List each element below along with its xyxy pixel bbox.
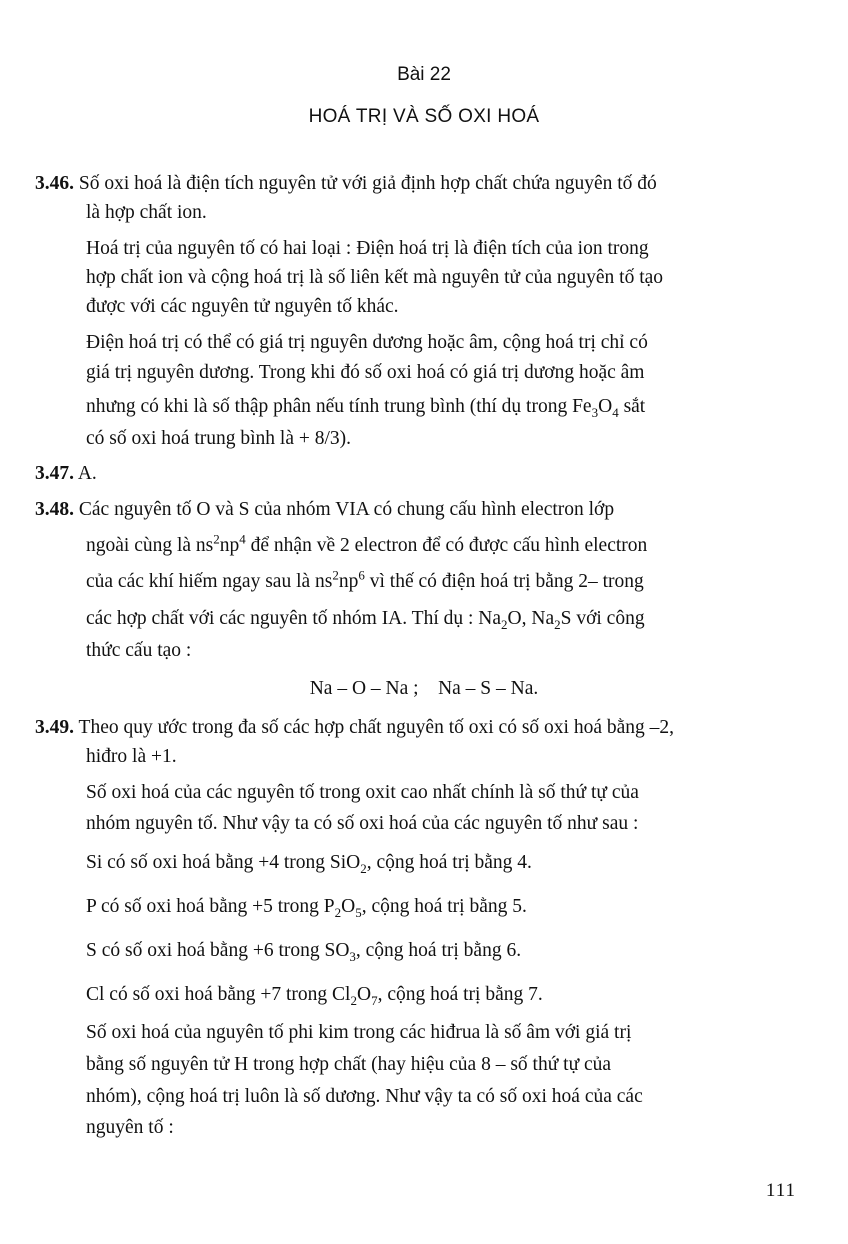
paragraph-line — [86, 607, 645, 631]
paragraph-line: nguyên tố : — [86, 1117, 174, 1138]
text-run: các hợp chất với các nguyên tố nhóm IA. Thí dụ : Na — [86, 608, 502, 629]
text-run: , cộng hoá trị bằng 5. — [361, 896, 527, 917]
paragraph-line: nhóm), cộng hoá trị luôn là số dương. Như vậy ta có số oxi hoá của các — [86, 1086, 643, 1107]
paragraph-line: thức cấu tạo : — [86, 640, 192, 661]
text-run: O — [356, 984, 372, 1005]
text-run: S có số oxi hoá bằng +6 trong SO — [86, 940, 350, 961]
text-run: để nhận về 2 electron để có được cấu hình electron — [245, 535, 648, 556]
question-number: 3.49. — [35, 717, 74, 738]
text-run: Si có số oxi hoá bằng +4 trong SiO — [86, 852, 361, 873]
subscript: 2 — [501, 616, 508, 632]
text-run: , cộng hoá trị bằng 4. — [366, 852, 532, 873]
paragraph-line: hợp chất ion và cộng hoá trị là số liên kết mà nguyên tử của nguyên tố tạo — [86, 267, 664, 288]
paragraph-line: là hợp chất ion. — [86, 202, 207, 223]
paragraph-line — [86, 983, 543, 1007]
paragraph-line: Số oxi hoá của các nguyên tố trong oxit cao nhất chính là số thứ tự của — [86, 782, 639, 803]
text-run: S với công — [560, 608, 645, 629]
question-number: 3.48. — [35, 499, 74, 520]
paragraph-line — [35, 462, 97, 486]
answer-text: A. — [77, 463, 97, 484]
paragraph-line — [86, 567, 644, 594]
lesson-title: HOÁ TRỊ VÀ SỐ OXI HOÁ — [308, 106, 540, 127]
text-run: np — [338, 571, 359, 592]
text-run: Cl có số oxi hoá bằng +7 trong Cl — [86, 984, 351, 1005]
paragraph-line — [86, 895, 527, 919]
paragraph-line — [35, 498, 614, 522]
paragraph-line — [86, 395, 645, 419]
subscript: 3 — [591, 404, 599, 420]
paragraph-line — [35, 172, 657, 196]
question-number: 3.46. — [35, 173, 74, 194]
subscript: 2 — [360, 860, 367, 876]
paragraph-line: giá trị nguyên dương. Trong khi đó số oxi hoá có giá trị dương hoặc âm — [86, 362, 645, 383]
subscript: 7 — [371, 992, 378, 1008]
paragraph-line — [86, 939, 521, 963]
text-run: O, Na — [507, 608, 555, 629]
paragraph-line: được với các nguyên tử nguyên tố khác. — [86, 296, 399, 317]
lesson-number: Bài 22 — [397, 64, 451, 85]
page-number: 111 — [765, 1180, 796, 1201]
subscript: 2 — [554, 616, 561, 632]
paragraph-line: nhóm nguyên tố. Như vậy ta có số oxi hoá của các nguyên tố như sau : — [86, 813, 639, 834]
structural-formula: Na – O – Na ; Na – S – Na. — [309, 678, 539, 699]
superscript: 2 — [332, 567, 339, 583]
paragraph-line: Số oxi hoá của nguyên tố phi kim trong các hiđrua là số âm với giá trị — [86, 1022, 632, 1043]
text-run: ngoài cùng là ns — [86, 535, 214, 556]
subscript: 4 — [612, 404, 619, 420]
text-run: , cộng hoá trị bằng 6. — [355, 940, 522, 961]
paragraph-line: Điện hoá trị có thể có giá trị nguyên dương hoặc âm, cộng hoá trị chỉ có — [86, 332, 648, 353]
text-run: vì thế có điện hoá trị bằng 2– trong — [364, 571, 644, 592]
subscript: 2 — [334, 904, 342, 920]
paragraph-line: bằng số nguyên tử H trong hợp chất (hay hiệu của 8 – số thứ tự của — [86, 1054, 612, 1075]
paragraph-text: Số oxi hoá là điện tích nguyên tử với giả định hợp chất chứa nguyên tố đó — [78, 173, 657, 194]
superscript: 6 — [358, 567, 365, 583]
text-run: , cộng hoá trị bằng 7. — [377, 984, 543, 1005]
paragraph-text: Các nguyên tố O và S của nhóm VIA có chung cấu hình electron lớp — [78, 499, 615, 520]
text-run: của các khí hiếm ngay sau là ns — [86, 571, 333, 592]
paragraph-line: có số oxi hoá trung bình là + 8/3). — [86, 428, 352, 449]
paragraph-line — [86, 531, 648, 558]
paragraph-line — [86, 851, 532, 875]
text-run: nhưng có khi là số thập phân nếu tính trung bình (thí dụ trong Fe — [86, 396, 592, 417]
subscript: 3 — [349, 948, 356, 964]
text-run: np — [219, 535, 240, 556]
paragraph-text: Theo quy ước trong đa số các hợp chất nguyên tố oxi có số oxi hoá bằng –2, — [78, 717, 675, 738]
superscript: 2 — [213, 531, 220, 547]
superscript: 4 — [239, 531, 246, 547]
subscript: 5 — [355, 904, 362, 920]
paragraph-line: Hoá trị của nguyên tố có hai loại : Điện hoá trị là điện tích của ion trong — [86, 238, 649, 259]
subscript: 2 — [350, 992, 357, 1008]
text-run: O — [598, 396, 613, 417]
paragraph-line: hiđro là +1. — [86, 746, 177, 767]
paragraph-line — [35, 716, 674, 740]
text-run: sắt — [618, 396, 646, 417]
text-run: P có số oxi hoá bằng +5 trong P — [86, 896, 335, 917]
question-number: 3.47. — [35, 463, 74, 484]
text-run: O — [341, 896, 356, 917]
